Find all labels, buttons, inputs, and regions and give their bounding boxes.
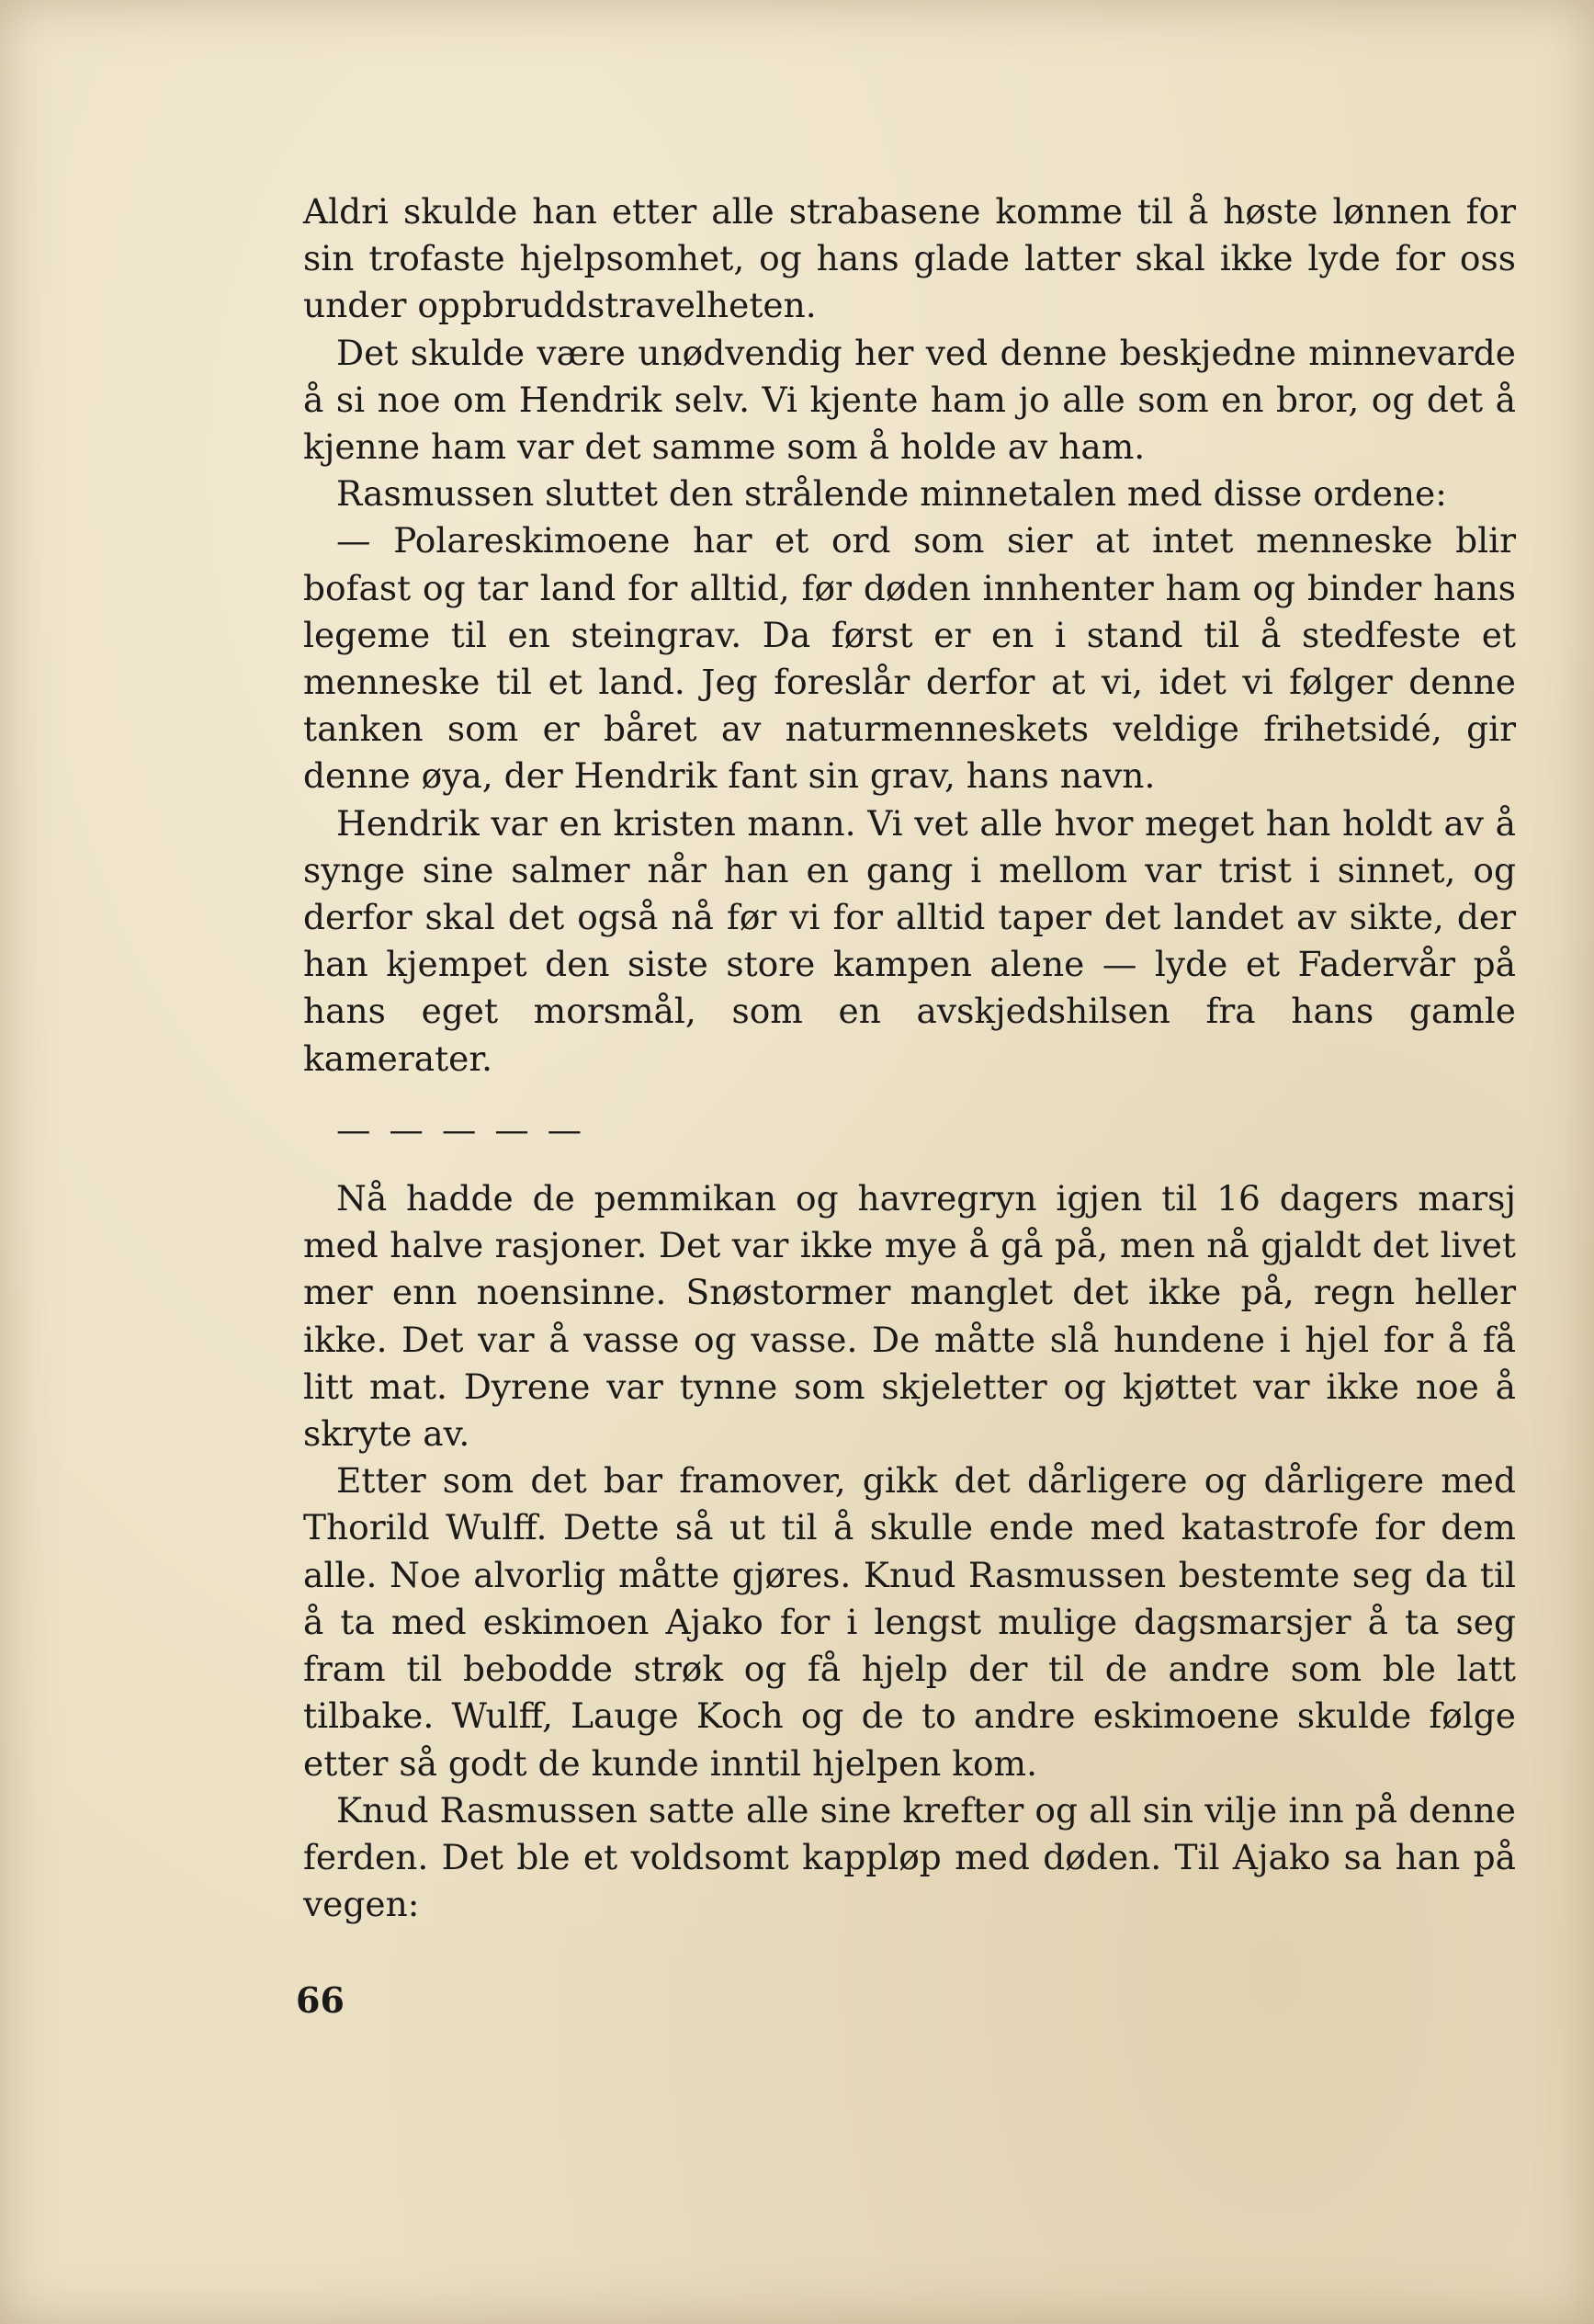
paragraph: Aldri skulde han etter alle strabasene komme til å høste lønnen for sin trofaste hjelpsomhet, og hans glade latter skal ikke lyde for oss under oppbruddstravelheten. [303,191,1516,326]
section-separator: — — — — — [336,1108,586,1150]
body-text [303,188,1516,1928]
paragraph: Nå hadde de pemmikan og havregryn igjen til 16 dagers marsj med halve rasjoner. Det var ikke mye å gå på, men nå gjaldt det livet mer enn noensinne. Snøstormer manglet det ikke på, regn heller ikke. Det var å vasse og vasse. De måtte slå hundene i hjel for å få litt mat. Dyrene var tynne som skjeletter og kjøttet var ikke noe å skryte av. [303,1178,1516,1455]
paragraph: Knud Rasmussen satte alle sine krefter og all sin vilje inn på denne ferden. Det ble et voldsomt kappløp med døden. Til Ajako sa han på vegen: [303,1789,1516,1925]
paragraph: — Polareskimoene har et ord som sier at intet menneske blir bofast og tar land for alltid, før døden innhenter ham og binder hans legeme til en steingrav. Da først er en i stand til å stedfeste et menneske til et land. Jeg foreslår derfor at vi, idet vi følger denne tanken som er båret av naturmenneskets veldige frihetsidé, gir denne øya, der Hendrik fant sin grav, hans navn. [303,520,1516,797]
paragraph: Rasmussen sluttet den strålende minnetalen med disse ordene: [336,473,1447,515]
page-number: 66 [296,1979,345,2021]
paragraph: Det skulde være unødvendig her ved denne beskjedne minnevarde å si noe om Hendrik selv. Vi kjente ham jo alle som en bror, og det å kjenne ham var det samme som å holde av ham. [303,332,1516,468]
paragraph: Hendrik var en kristen mann. Vi vet alle hvor meget han holdt av å synge sine salmer når han en gang i mellom var trist i sinnet, og derfor skal det også nå før vi for alltid taper det landet av sikte, der han kjempet den siste store kampen alene — lyde et Fadervår på hans eget morsmål, som en avskjedshilsen fra hans gamle kamerater. [303,802,1516,1079]
paragraph: Etter som det bar framover, gikk det dårligere og dårligere med Thorild Wulff. Dette så ut til å skulle ende med katastrofe for dem alle. Noe alvorlig måtte gjøres. Knud Rasmussen bestemte seg da til å ta med eskimoen Ajako for i lengst mulige dagsmarsjer å ta seg fram til bebodde strøk og få hjelp der til de andre som ble latt tilbake. Wulff, Lauge Koch og de to andre eskimoene skulde følge etter så godt de kunde inntil hjelpen kom. [303,1460,1516,1784]
